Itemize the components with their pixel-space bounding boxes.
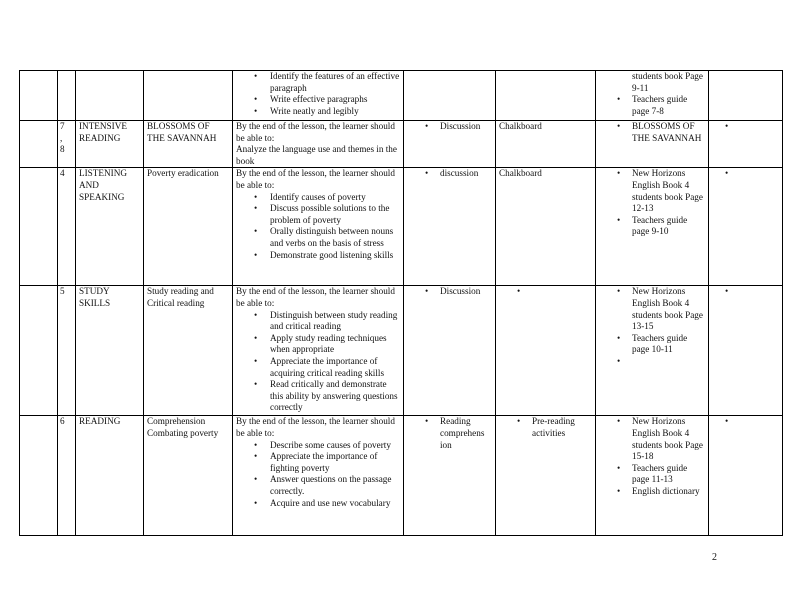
references-cell — [596, 71, 709, 121]
list-item: • New Horizons English Book 4 students book Page 12-13 — [599, 168, 705, 214]
topic-cell — [76, 121, 144, 168]
topic: INTENSIVE READING — [79, 121, 127, 143]
subtopic-cell — [144, 416, 233, 536]
list-item: • New Horizons English Book 4 students book Page 13-15 — [599, 286, 705, 332]
bullet-list — [599, 286, 705, 367]
bullet-list — [499, 286, 592, 298]
bullet-list — [599, 168, 705, 238]
lesson-number: 5 — [60, 286, 65, 297]
objectives-intro: By the end of the lesson, the learner should be able to: — [236, 416, 395, 438]
list-item: • Appreciate the importance of fighting poverty — [236, 451, 400, 474]
bullet-list — [236, 310, 400, 414]
bullet-list — [407, 168, 492, 180]
activities-cell — [404, 121, 496, 168]
bullet-list — [407, 121, 492, 133]
list-item — [712, 286, 779, 298]
subtopic-cell — [144, 121, 233, 168]
list-item — [712, 168, 779, 180]
remarks-cell — [709, 121, 783, 168]
lesson-number: 4 — [60, 168, 65, 179]
subtopic: Poverty eradication — [147, 168, 219, 179]
subtopic: Comprehension Combating poverty — [147, 416, 219, 438]
list-item — [599, 356, 705, 368]
lesson-number-cell — [58, 416, 76, 536]
list-item: • Answer questions on the passage correctly. — [236, 474, 400, 497]
lesson-number: 6 — [60, 416, 65, 427]
list-item — [712, 416, 779, 428]
list-item: • Teachers guide page 9-10 — [599, 215, 705, 238]
week-cell — [20, 121, 58, 168]
list-item: • Pre-reading activities — [499, 416, 592, 439]
subtopic-cell — [144, 168, 233, 286]
table-row — [20, 416, 783, 536]
references-cell — [596, 121, 709, 168]
objectives-intro: By the end of the lesson, the learner should be able to: — [236, 168, 395, 190]
list-item: • New Horizons English Book 4 students book Page 15-18 — [599, 416, 705, 462]
list-item — [499, 286, 592, 298]
reference-continuation: students book Page 9-11 — [632, 71, 703, 93]
list-item: • BLOSSOMS OF THE SAVANNAH — [599, 121, 705, 144]
resources: Chalkboard — [499, 121, 542, 131]
references-cell — [596, 416, 709, 536]
bullet-list — [236, 192, 400, 262]
bullet-list — [712, 121, 779, 133]
topic-cell — [76, 168, 144, 286]
bullet-list — [599, 416, 705, 497]
references-cell — [596, 168, 709, 286]
bullet-list — [712, 168, 779, 180]
remarks-cell — [709, 286, 783, 416]
list-item: • Write neatly and legibly — [236, 106, 400, 118]
topic: READING — [79, 416, 121, 427]
page-number: 2 — [712, 552, 717, 563]
activities-cell — [404, 71, 496, 121]
activities-cell — [404, 416, 496, 536]
list-item: • English dictionary — [599, 486, 705, 498]
list-item: • Discussion — [407, 121, 492, 133]
lesson-number-cell: 7 , 8 — [58, 121, 76, 168]
list-item: • Distinguish between study reading and critical reading — [236, 310, 400, 333]
remarks-cell — [709, 168, 783, 286]
objectives-cell — [233, 416, 404, 536]
list-item: • Discuss possible solutions to the problem of poverty — [236, 203, 400, 226]
objectives-cell — [233, 286, 404, 416]
resources-cell — [496, 168, 596, 286]
bullet-list — [599, 121, 705, 144]
resources-cell — [496, 71, 596, 121]
objectives-cell — [233, 71, 404, 121]
table-row — [20, 121, 783, 168]
objectives-cell — [233, 168, 404, 286]
objectives-intro: By the end of the lesson, the learner should be able to: — [236, 121, 395, 143]
references-cell — [596, 286, 709, 416]
list-item: • Describe some causes of poverty — [236, 440, 400, 452]
bullet-list — [712, 286, 779, 298]
objectives-intro: By the end of the lesson, the learner should be able to: — [236, 286, 395, 308]
subtopic-cell — [144, 71, 233, 121]
bullet-list — [236, 440, 400, 510]
week-cell — [20, 168, 58, 286]
topic: STUDY SKILLS — [79, 286, 111, 308]
remarks-cell — [709, 71, 783, 121]
week-cell — [20, 416, 58, 536]
objectives-cell — [233, 121, 404, 168]
activities-cell — [404, 286, 496, 416]
table-row — [20, 168, 783, 286]
list-item: • Teachers guide page 10-11 — [599, 333, 705, 356]
bullet-list — [407, 286, 492, 298]
list-item: • Apply study reading techniques when appropriate — [236, 333, 400, 356]
lesson-number-cell — [58, 71, 76, 121]
bullet-list — [499, 416, 592, 439]
week-cell — [20, 286, 58, 416]
list-item: • Appreciate the importance of acquiring critical reading skills — [236, 356, 400, 379]
subtopic: BLOSSOMS OF THE SAVANNAH — [147, 121, 217, 143]
list-item: • Acquire and use new vocabulary — [236, 498, 400, 510]
topic-cell — [76, 286, 144, 416]
list-item: • discussion — [407, 168, 492, 180]
table-row — [20, 71, 783, 121]
scheme-of-work-table — [19, 70, 783, 536]
week-cell — [20, 71, 58, 121]
list-item: • Discussion — [407, 286, 492, 298]
lesson-number-cell — [58, 286, 76, 416]
bullet-list — [599, 94, 705, 117]
list-item: • Reading comprehens ion — [407, 416, 492, 451]
remarks-cell — [709, 416, 783, 536]
list-item: • Teachers guide page 11-13 — [599, 463, 705, 486]
list-item — [712, 121, 779, 133]
list-item: • Demonstrate good listening skills — [236, 250, 400, 262]
bullet-list — [236, 71, 400, 117]
bullet-list — [407, 416, 492, 451]
activities-cell — [404, 168, 496, 286]
resources-cell — [496, 121, 596, 168]
list-item: • Orally distinguish between nouns and verbs on the basis of stress — [236, 226, 400, 249]
list-item: • Read critically and demonstrate this ability by answering questions correctly — [236, 379, 400, 414]
table-row — [20, 286, 783, 416]
list-item: • Teachers guide page 7-8 — [599, 94, 705, 117]
topic: LISTENING AND SPEAKING — [79, 168, 127, 202]
lesson-number-cell — [58, 168, 76, 286]
topic-cell — [76, 416, 144, 536]
list-item: • Identify causes of poverty — [236, 192, 400, 204]
list-item: • Identify the features of an effective paragraph — [236, 71, 400, 94]
resources: Chalkboard — [499, 168, 542, 179]
topic-cell — [76, 71, 144, 121]
objectives-text: Analyze the language use and themes in the book — [236, 144, 397, 166]
list-item: • Write effective paragraphs — [236, 94, 400, 106]
subtopic: Study reading and Critical reading — [147, 286, 214, 308]
subtopic-cell — [144, 286, 233, 416]
resources-cell — [496, 416, 596, 536]
bullet-list — [712, 416, 779, 428]
resources-cell — [496, 286, 596, 416]
